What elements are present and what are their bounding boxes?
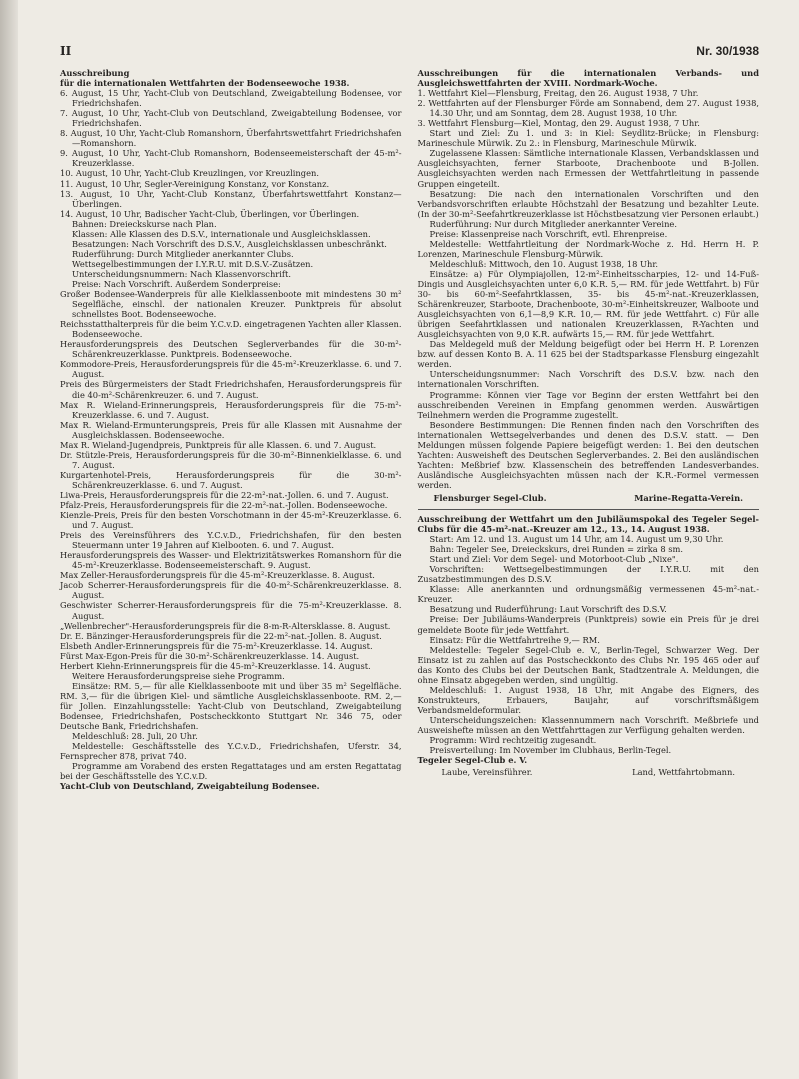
page-number: II xyxy=(60,44,72,58)
list-item: Max Zeller-Herausforderungspreis für die 45-m²-Kreuzerklasse. 8. August. xyxy=(60,570,375,581)
prize-list xyxy=(60,289,402,671)
besatzungen: Besatzungen: Nach Vorschrift des D.S.V., Ausgleichsklassen unbeschränkt. xyxy=(72,238,387,249)
paragraph: Das Meldegeld muß der Meldung beigefügt oder bei Herrn H. P. Lorenzen bzw. auf dessen Konto B. A. 11 625 bei der Stadtsparkasse Flensburg eingezahlt werden. xyxy=(417,339,759,370)
paragraph: Vorschriften: Wettsegelbestimmungen der I.Y.R.U. mit den Zusatzbestimmungen des D.S.V. xyxy=(417,564,759,585)
tegel-signature: Tegeler Segel-Club e. V. xyxy=(417,755,528,766)
list-item: 6. August, 15 Uhr, Yacht-Club von Deutschland, Zweigabteilung Bodensee, vor Friedrichshafen. xyxy=(60,88,402,109)
list-item: Großer Bodensee-Wanderpreis für alle Kielklassenboote mit mindestens 30 m² Segelfläche, einschl. der nationalen Kreuzer. Punktpreis für absolut schnellstes Boot. Bodenseewoche. xyxy=(60,289,402,320)
list-item: Herbert Kiehn-Erinnerungspreis für die 45-m²-Kreuzerklasse. 14. August. xyxy=(60,660,371,671)
paragraph: Programme: Können vier Tage vor Beginn der ersten Wettfahrt bei den ausschreibenden Vereinen in Empfang genommen werden. Auswärtigen Teilnehmern werden die Programme zugestellt. xyxy=(417,389,759,420)
paragraph: Start und Ziel: Zu 1. und 3: in Kiel: Seydlitz-Brücke; in Flensburg: Marineschule Mürwik. Zu 2.: in Flensburg, Marineschule Mürwik. xyxy=(417,128,759,149)
tegel-paragraphs xyxy=(418,534,760,755)
paragraph: Preisverteilung: Im November im Clubhaus, Berlin-Tegel. xyxy=(429,745,672,756)
list-item: 13. August, 10 Uhr, Yacht-Club Konstanz, Überfahrtswettfahrt Konstanz—Überlingen. xyxy=(60,188,402,209)
list-item: Preis des Bürgermeisters der Stadt Friedrichshafen, Herausforderungspreis für die 40-m²-Schärenkreuzer. 6. und 7. August. xyxy=(60,379,402,400)
list-item: Pfalz-Preis, Herausforderungspreis für die 22-m²-nat.-Jollen. Bodenseewoche. xyxy=(60,500,388,511)
list-item: 7. August, 10 Uhr, Yacht-Club von Deutschland, Zweigabteilung Bodensee, vor Friedrichshafen. xyxy=(60,108,402,129)
list-item: Herausforderungspreis des Deutschen Seglerverbandes für die 30-m²-Schärenkreuzerklasse. Punktpreis. Bodenseewoche. xyxy=(60,339,402,360)
list-item: 10. August, 10 Uhr, Yacht-Club Kreuzlingen, vor Kreuzlingen. xyxy=(60,168,319,179)
paragraph: Unterscheidungsnummer: Nach Vorschrift des D.S.V. bzw. nach den internationalen Vorschriften. xyxy=(417,369,759,390)
left-date-list xyxy=(60,88,402,219)
paragraph: Meldestelle: Wettfahrtleitung der Nordmark-Woche z. Hd. Herrn H. P. Lorenzen, Marineschule Flensburg-Mürwik. xyxy=(417,238,759,259)
paragraph: Einsätze: a) Für Olympiajollen, 12-m²-Einheitsscharpies, 12- und 14-Fuß-Dingis und Ausgleichsyachten unter 6,0 K.R. 5,— RM. für jede Wettfahrt. b) Für 30- bis 60-m²-Seefahrtklassen, 35- bis 45-m²-nat.-Kreuzerklassen, Schärenkreuzer, Starboote, Drachenboote, 30-m²-Einheitskreuzer, Walboote und Ausgleichsyachten von 6,1—8,9 K.R. 10,— RM. für jede Wettfahrt. c) Für alle übrigen Seefahrtklassen und nationalen Kreuzerklassen, R-Yachten und Ausgleichsyachten von 9,0 K.R. aufwärts 15,— RM. für jede Wettfahrt. xyxy=(417,268,759,340)
nordmark-paragraphs xyxy=(418,128,760,490)
left-signature: Yacht-Club von Deutschland, Zweigabteilung Bodensee. xyxy=(60,781,320,792)
paragraph: Einsatz: Für die Wettfahrtreihe 9,— RM. xyxy=(429,634,600,645)
right-race-list xyxy=(418,88,760,128)
paragraph: Meldestelle: Tegeler Segel-Club e. V., Berlin-Tegel, Schwarzer Weg. Der Einsatz ist zu zahlen auf das Postscheckkonto des Clubs Nr. 195 465 oder auf das Konto des Clubs bei der Deutschen Bank, Stadtzentrale A. Meldungen, die ohne Einsatz abgegeben werden, sind ungültig. xyxy=(417,644,759,685)
bahnen: Bahnen: Dreieckskurse nach Plan. xyxy=(72,218,217,229)
paragraph: Meldeschluß: 1. August 1938, 18 Uhr, mit Angabe des Eigners, des Konstrukteurs, Erbauers, Baujahr, auf vorschriftsmäßigem Verbandsmeldeformular. xyxy=(417,684,759,715)
list-item: „Wellenbrecher"-Herausforderungspreis für die 8-m-R-Altersklasse. 8. August. xyxy=(60,620,391,631)
list-item: Dr. E. Bänzinger-Herausforderungspreis für die 22-m²-nat.-Jollen. 8. August. xyxy=(60,630,382,641)
paragraph: Start: Am 12. und 13. August um 14 Uhr, am 14. August um 9,30 Uhr. xyxy=(429,534,724,545)
right-column xyxy=(418,68,760,791)
paragraph: Bahn: Tegeler See, Dreieckskurs, drei Runden = zirka 8 sm. xyxy=(429,544,684,555)
list-item: 3. Wettfahrt Flensburg—Kiel, Montag, den 29. August 1938, 7 Uhr. xyxy=(417,118,700,129)
wettsegelbestimmungen: Wettsegelbestimmungen der I.Y.R.U. mit D.S.V.-Zusätzen. xyxy=(72,258,314,269)
scan-shadow xyxy=(0,0,18,1079)
list-item: Preis des Vereinsführers des Y.C.v.D., Friedrichshafen, für den besten Steuermann unter 19 Jahren auf Kielbooten. 6. und 7. August. xyxy=(60,530,402,551)
list-item: Herausforderungspreis des Wasser- und Elektrizitätswerkes Romanshorn für die 45-m²-Kreuzerklasse. Bodenseemeisterschaft. 9. August. xyxy=(60,550,402,571)
paragraph: Besatzung: Die nach den internationalen Vorschriften und den Verbandsvorschriften erlaubte Höchstzahl der Besatzung und bezahlter Leute. (In der 30-m²-Seefahrtkreuzerklasse ist Höchstbesatzung vier Personen erlaubt.) xyxy=(417,188,759,219)
columns xyxy=(60,68,759,791)
klassen: Klassen: Alle Klassen des D.S.V., internationale und Ausgleichsklassen. xyxy=(72,228,371,239)
list-item: Fürst Max-Egon-Preis für die 30-m²-Schärenkreuzerklasse. 14. August. xyxy=(60,650,360,661)
einsaetze: Einsätze: RM. 5,— für alle Kielklassenboote mit und über 35 m² Segelfläche. RM. 3,— für die übrigen Kiel- und sämtliche Ausgleichsklassenboote. RM. 2,— für Jollen. Einzahlungsstelle: Yacht-Club von Deutschland, Zweigabteilung Bodensee, Friedrichshafen, Postscheckkonto Stuttgart Nr. 346 75, oder Deutsche Bank, Friedrichshafen. xyxy=(60,680,402,732)
list-item: 1. Wettfahrt Kiel—Flensburg, Freitag, den 26. August 1938, 7 Uhr. xyxy=(417,88,699,99)
paragraph: Programm: Wird rechtzeitig zugesandt. xyxy=(429,735,597,746)
section-divider xyxy=(418,509,760,510)
tegel-officials xyxy=(418,767,760,777)
weitere-preise: Weitere Herausforderungspreise siehe Programm. xyxy=(72,670,285,681)
list-item: Max R. Wieland-Ermunterungspreis, Preis für alle Klassen mit Ausnahme der Ausgleichsklassen. Bodenseewoche. xyxy=(60,419,402,440)
right-title: Ausschreibungen für die internationalen Verbands- und Ausgleichswettfahrten der XVIII. Nordmark-Woche. xyxy=(417,68,759,89)
list-item: Reichsstatthalterpreis für die beim Y.C.v.D. eingetragenen Yachten aller Klassen. Bodenseewoche. xyxy=(60,319,402,340)
ruderfuehrung: Ruderführung: Durch Mitglieder anerkannter Clubs. xyxy=(72,248,294,259)
page-header xyxy=(60,8,759,68)
issue-number: Nr. 30/1938 xyxy=(696,44,759,58)
paragraph: Besatzung und Ruderführung: Laut Vorschrift des D.S.V. xyxy=(429,604,667,615)
list-item: Elsbeth Andler-Erinnerungspreis für die 75-m²-Kreuzerklasse. 14. August. xyxy=(60,640,373,651)
list-item: 11. August, 10 Uhr, Segler-Vereinigung Konstanz, vor Konstanz. xyxy=(60,178,330,189)
official-vereinsfuehrer: Laube, Vereinsführer. xyxy=(441,767,533,778)
paragraph: Ruderführung: Nur durch Mitglieder anerkannter Vereine. xyxy=(429,218,677,229)
list-item: Kienzle-Preis, Preis für den besten Vorschotmann in der 45-m²-Kreuzerklasse. 6. und 7. August. xyxy=(60,510,402,531)
list-item: 9. August, 10 Uhr, Yacht-Club Romanshorn, Bodenseemeisterschaft der 45-m²-Kreuzerklasse. xyxy=(60,148,402,169)
nordmark-signatures xyxy=(418,493,760,503)
paragraph: Klasse: Alle anerkannten und ordnungsmäßig vermessenen 45-m²-nat.-Kreuzer. xyxy=(417,584,759,605)
programme: Programme am Vorabend des ersten Regattatages und am ersten Regattatag bei der Geschäftsstelle des Y.C.v.D. xyxy=(60,761,402,782)
list-item: 14. August, 10 Uhr, Badischer Yacht-Club, Überlingen, vor Überlingen. xyxy=(60,208,360,219)
list-item: Max R. Wieland-Erinnerungspreis, Herausforderungspreis für die 75-m²-Kreuzerklasse. 6. und 7. August. xyxy=(60,399,402,420)
meldeschluss: Meldeschluß: 28. Juli, 20 Uhr. xyxy=(72,731,198,742)
tegel-title: Ausschreibung der Wettfahrt um den Jubiläumspokal des Tegeler Segel-Clubs für die 45-m²-nat.-Kreuzer am 12., 13., 14. August 1938. xyxy=(417,514,759,535)
signature-flensburger: Flensburger Segel-Club. xyxy=(433,492,547,503)
list-item: 8. August, 10 Uhr, Yacht-Club Romanshorn, Überfahrtswettfahrt Friedrichshafen—Romanshorn. xyxy=(60,128,402,149)
list-item: Geschwister Scherrer-Herausforderungspreis für die 75-m²-Kreuzerklasse. 8. August. xyxy=(60,600,402,621)
official-wettfahrtobmann: Land, Wettfahrtobmann. xyxy=(632,767,735,778)
left-title: Ausschreibung für die internationalen Wettfahrten der Bodenseewoche 1938. xyxy=(60,68,350,89)
unterscheidungsnummern: Unterscheidungsnummern: Nach Klassenvorschrift. xyxy=(72,268,291,279)
paragraph: Start und Ziel: Vor dem Segel- und Motorboot-Club „Nixe". xyxy=(429,554,679,565)
list-item: Kurgartenhotel-Preis, Herausforderungspreis für die 30-m²-Schärenkreuzerklasse. 6. und 7. August. xyxy=(60,469,402,490)
left-column xyxy=(60,68,402,791)
list-item: Liwa-Preis, Herausforderungspreis für die 22-m²-nat.-Jollen. 6. und 7. August. xyxy=(60,489,389,500)
list-item: 2. Wettfahrten auf der Flensburger Förde am Sonnabend, dem 27. August 1938, 14.30 Uhr, und am Sonntag, dem 28. August 1938, 10 Uhr. xyxy=(417,98,759,119)
list-item: Kommodore-Preis, Herausforderungspreis für die 45-m²-Kreuzerklasse. 6. und 7. August. xyxy=(60,359,402,380)
meldestelle: Meldestelle: Geschäftsstelle des Y.C.v.D., Friedrichshafen, Uferstr. 34, Fernsprecher 878, privat 740. xyxy=(60,741,402,762)
signature-marine: Marine-Regatta-Verein. xyxy=(634,492,743,503)
list-item: Jacob Scherrer-Herausforderungspreis für die 40-m²-Schärenkreuzerklasse. 8. August. xyxy=(60,580,402,601)
paragraph: Preise: Klassenpreise nach Vorschrift, evtl. Ehrenpreise. xyxy=(429,228,668,239)
paragraph: Zugelassene Klassen: Sämtliche internationale Klassen, Verbandsklassen und Ausgleichsyachten, ferner Starboote, Drachenboote und B-Jollen. Ausgleichsyachten werden nach Ermessen der Wettfahrtleitung in passende Gruppen eingeteilt. xyxy=(417,148,759,189)
list-item: Dr. Stützle-Preis, Herausforderungspreis für die 30-m²-Binnenkielklasse. 6. und 7. August. xyxy=(60,449,402,470)
paragraph: Meldeschluß: Mittwoch, den 10. August 1938, 18 Uhr. xyxy=(429,258,659,269)
paragraph: Besondere Bestimmungen: Die Rennen finden nach den Vorschriften des internationalen Wettsegelverbandes und denen des D.S.V. statt. — Den Meldungen müssen folgende Papiere beigefügt werden: 1. Bei den deutschen Yachten: Ausweisheft des Deutschen Seglerverbandes. 2. Bei den ausländischen Yachten: Meßbrief bzw. Klassenschein des betreffenden Landesverbandes. Ausländische Ausgleichsyachten müssen nach der K.R.-Formel vermessen werden. xyxy=(417,419,759,490)
paragraph: Preise: Der Jubiläums-Wanderpreis (Punktpreis) sowie ein Preis für je drei gemeldete Boote für jede Wettfahrt. xyxy=(417,614,759,635)
preise-intro: Preise: Nach Vorschrift. Außerdem Sonderpreise: xyxy=(72,278,281,289)
paragraph: Unterscheidungszeichen: Klassennummern nach Vorschrift. Meßbriefe und Ausweishefte müssen an den Wettfahrttagen zur Verfügung gehalten werden. xyxy=(417,714,759,735)
list-item: Max R. Wieland-Jugendpreis, Punktpreis für alle Klassen. 6. und 7. August. xyxy=(60,439,377,450)
